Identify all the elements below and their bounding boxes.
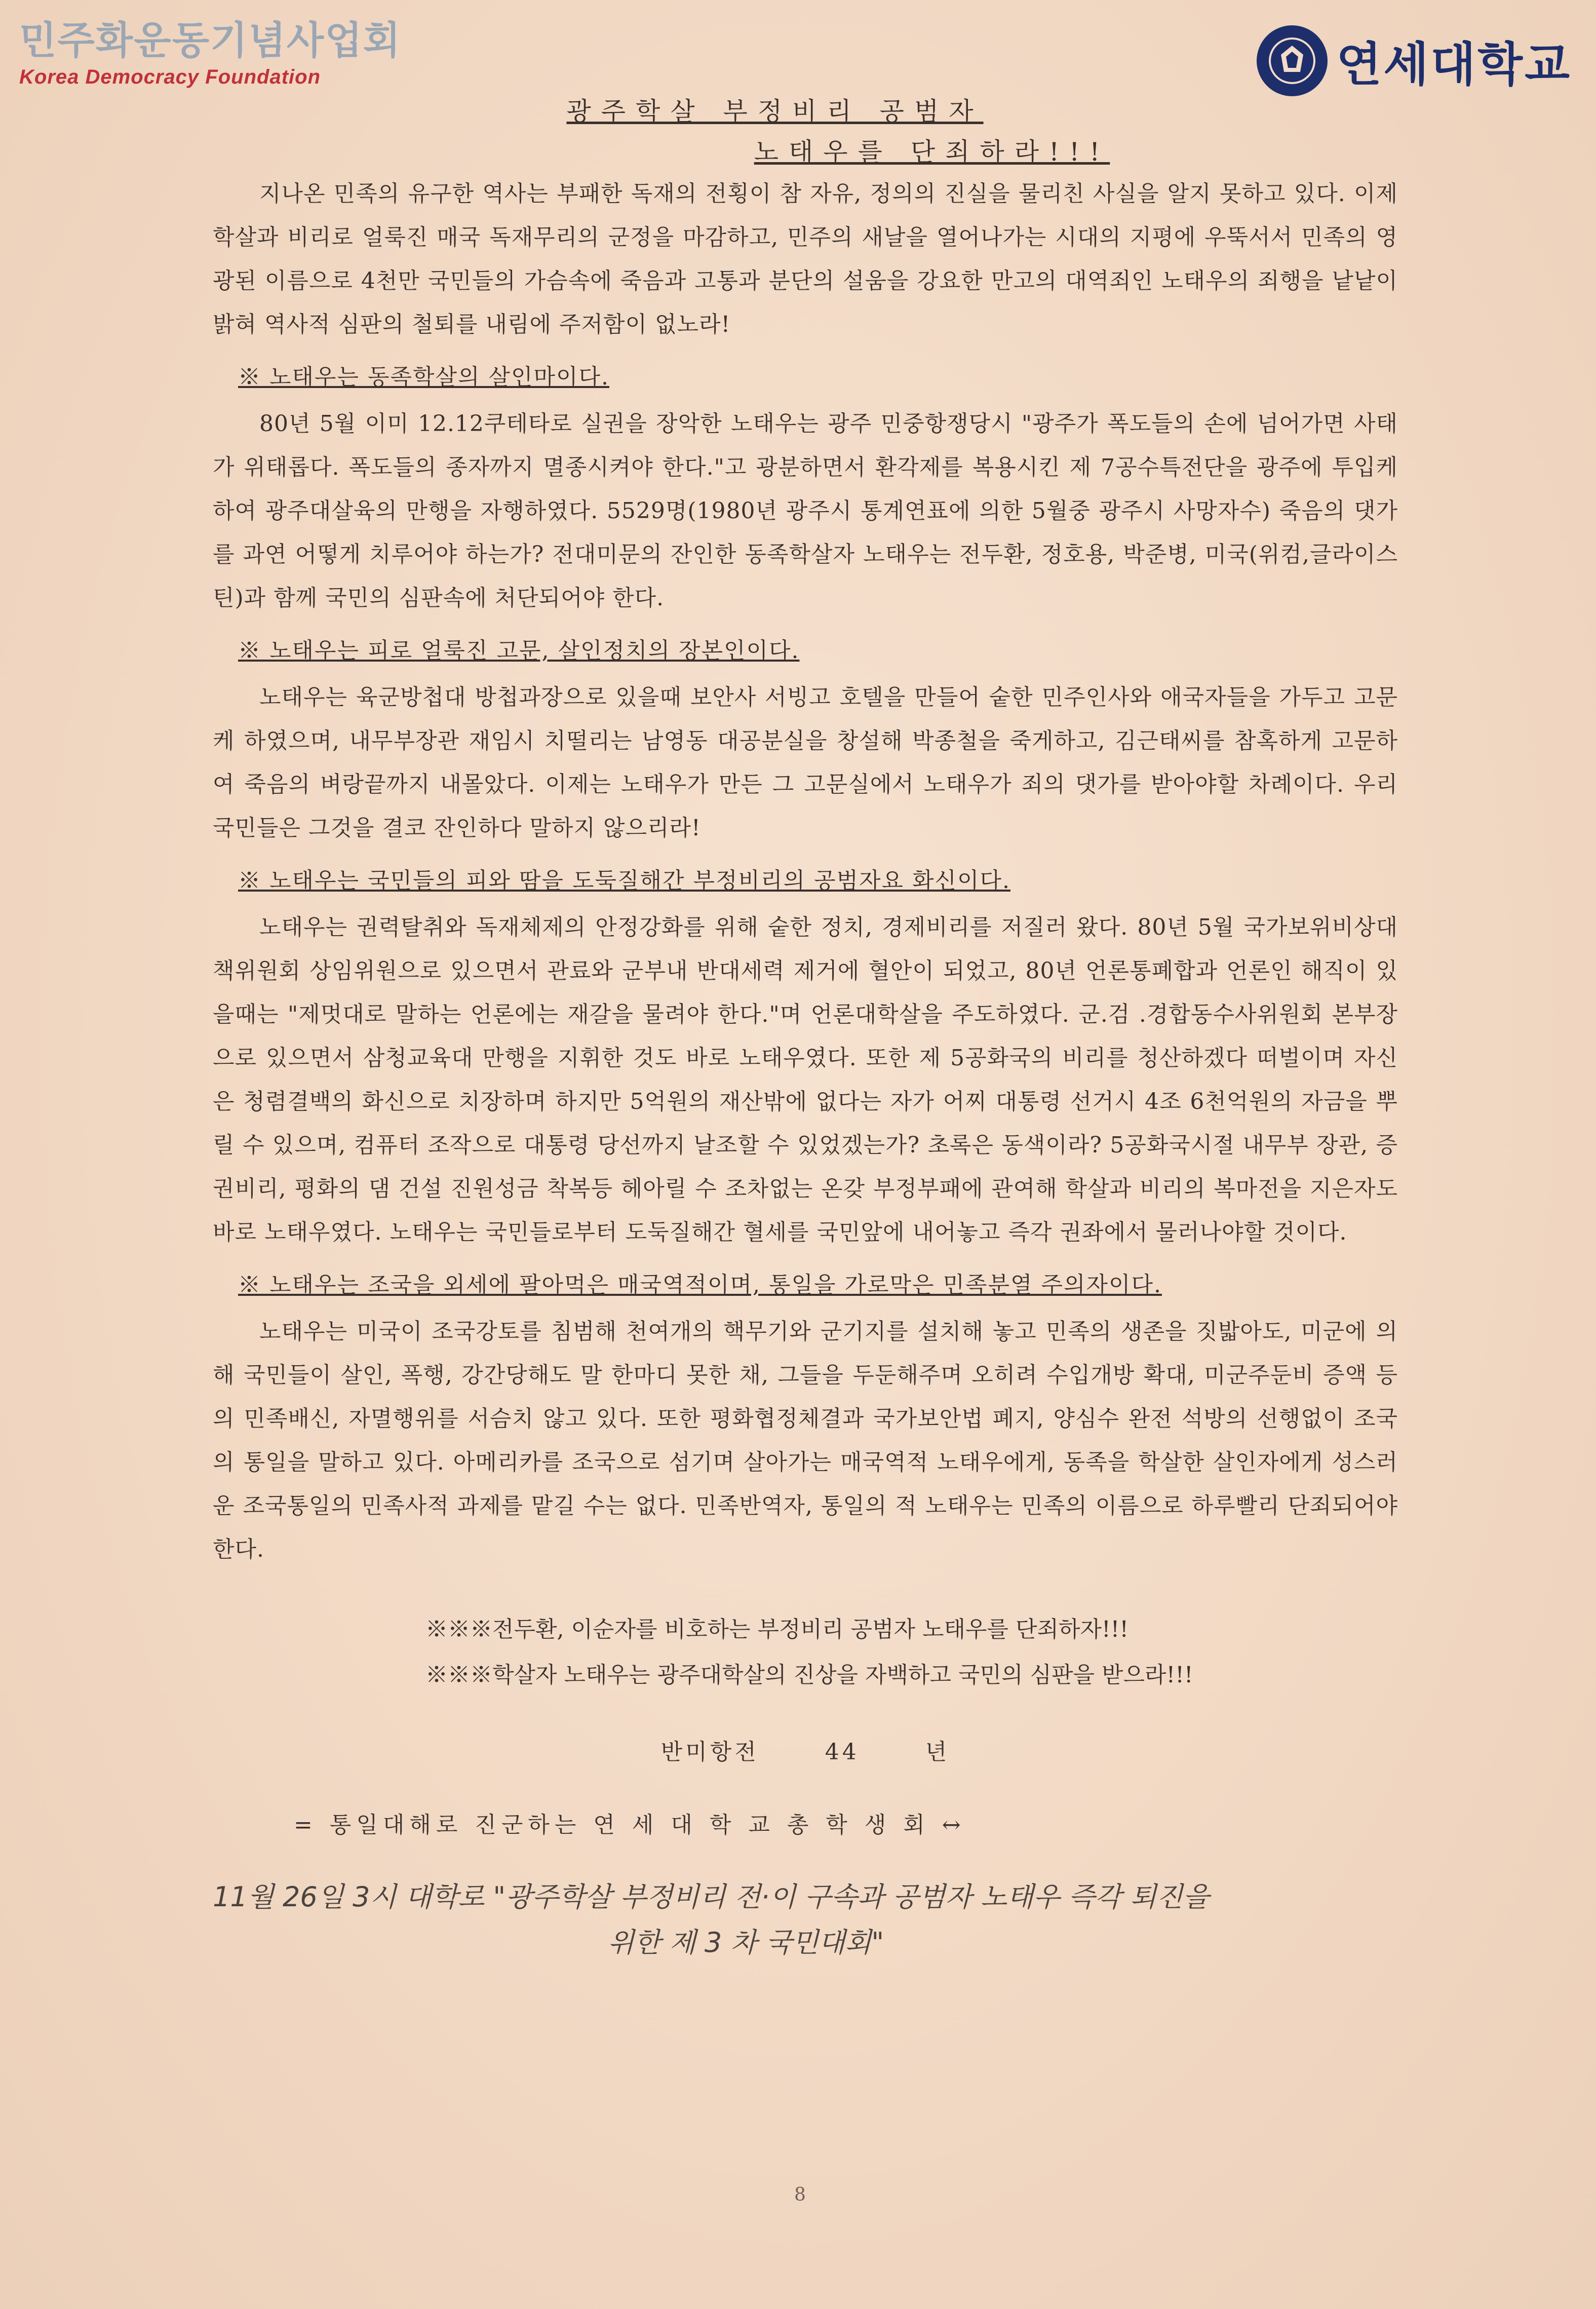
signature-line: = 통일대해로 진군하는 연 세 대 학 교 총 학 생 회 ↔ xyxy=(294,1812,966,1838)
closing-slogans xyxy=(213,1607,1398,1698)
yonsei-seal-icon xyxy=(1257,25,1328,96)
intro-paragraph: 지나온 민족의 유구한 역사는 부패한 독재의 전횡이 참 자유, 정의의 진실을 물리친 사실을 알지 못하고 있다. 이제 학살과 비리로 얼룩진 매국 독재무리의 군정을 마감하고, 민주의 새날을 열어나가는 시대의 지평에 우뚝서서 민족의 영광된 이름으로 4천만 국민들의 가슴속에 죽음과 고통과 분단의 설움을 강요한 만고의 대역죄인 노태우의 죄행을 낱낱이 밝혀 역사적 심판의 철퇴를 내림에 주저함이 없노라! xyxy=(213,181,1398,337)
leaflet xyxy=(213,91,1398,1966)
yonsei-watermark xyxy=(1257,25,1572,96)
section-2-body: 노태우는 육군방첩대 방첩과장으로 있을때 보안사 서빙고 호텔을 만들어 숱한 민주인사와 애국자들을 가두고 고문케 하였으며, 내무부장관 재임시 치떨리는 남영동 대공분실을 창설해 박종철을 죽게하고, 김근태씨를 참혹하게 고문하여 죽음의 벼랑끝까지 내몰았다. 이제는 노태우가 만든 그 고문실에서 노태우가 죄의 댓가를 받아야할 차례이다. 우리 국민들은 그것을 결코 잔인하다 말하지 않으리라! xyxy=(213,684,1398,841)
kdf-watermark xyxy=(19,20,401,89)
section-2-heading: ※ 노태우는 피로 얼룩진 고문, 살인정치의 장본인이다. xyxy=(238,638,800,664)
kdf-english-name: Korea Democracy Foundation xyxy=(19,65,321,88)
date-line: 반미항전 44 년 xyxy=(660,1739,950,1765)
slogan-1: ※※※전두환, 이순자를 비호하는 부정비리 공범자 노태우를 단죄하자!!! xyxy=(425,1617,1129,1642)
section-4-heading: ※ 노태우는 조국을 외세에 팔아먹은 매국역적이며, 통일을 가로막은 민족분열 주의자이다. xyxy=(238,1272,1162,1298)
yonsei-name: 연세대학교 xyxy=(1336,37,1572,92)
kdf-korean-name: 민주화운동기념사업회 xyxy=(19,18,402,63)
handwritten-line-2: 위한 제 3 차 국민대회" xyxy=(608,1927,884,1958)
slogan-2: ※※※학살자 노태우는 광주대학살의 진상을 자백하고 국민의 심판을 받으라!!! xyxy=(425,1662,1193,1688)
section-1-heading: ※ 노태우는 동족학살의 살인마이다. xyxy=(238,364,609,390)
section-1-body: 80년 5월 이미 12.12쿠테타로 실권을 장악한 노태우는 광주 민중항쟁당시 "광주가 폭도들의 손에 넘어가면 사태가 위태롭다. 폭도들의 종자까지 멸종시켜야 한다."고 광분하면서 환각제를 복용시킨 제 7공수특전단을 광주에 투입케하여 광주대살육의 만행을 자행하였다. 5529명(1980년 광주시 통계연표에 의한 5월중 광주시 사망자수) 죽음의 댓가를 과연 어떻게 치루어야 하는가? 전대미문의 잔인한 동족학살자 노태우는 전두환, 정호용, 박준병, 미국(위컴,글라이스틴)과 함께 국민의 심판속에 처단되어야 한다. xyxy=(213,411,1398,611)
document-title xyxy=(213,91,1398,172)
section-4-body: 노태우는 미국이 조국강토를 침범해 천여개의 핵무기와 군기지를 설치해 놓고 민족의 생존을 짓밟아도, 미군에 의해 국민들이 살인, 폭행, 강간당해도 말 한마디 못한 채, 그들을 두둔해주며 오히려 수입개방 확대, 미군주둔비 증액 등의 민족배신, 자멸행위를 서슴치 않고 있다. 또한 평화협정체결과 국가보안법 폐지, 양심수 완전 석방의 선행없이 조국의 통일을 말하고 있다. 아메리카를 조국으로 섬기며 살아가는 매국역적 노태우에게, 동족을 학살한 살인자에게 성스러운 조국통일의 민족사적 과제를 맡길 수는 없다. 민족반역자, 통일의 적 노태우는 민족의 이름으로 하루빨리 단죄되어야 한다. xyxy=(213,1319,1398,1562)
handwritten-note xyxy=(213,1874,1398,1966)
title-line-1: 광주학살 부정비리 공범자 xyxy=(566,97,984,126)
page-mark: 8 xyxy=(794,2184,806,2205)
handwritten-line-1: 11월 26일 3시 대학로 "광주학살 부정비리 전·이 구속과 공범자 노태우 즉각 퇴진을 xyxy=(213,1881,1210,1913)
section-3-heading: ※ 노태우는 국민들의 피와 땀을 도둑질해간 부정비리의 공범자요 화신이다. xyxy=(238,868,1010,894)
title-line-2: 노태우를 단죄하라!!! xyxy=(754,137,1110,167)
section-3-body: 노태우는 권력탈취와 독재체제의 안정강화를 위해 숱한 정치, 경제비리를 저질러 왔다. 80년 5월 국가보위비상대책위원회 상임위원으로 있으면서 관료와 군부내 반대세력 제거에 혈안이 되었고, 80년 언론통폐합과 언론인 해직이 있을때는 "제멋대로 말하는 언론에는 재갈을 물려야 한다."며 언론대학살을 주도하였다. 군.검 .경합동수사위원회 본부장으로 있으면서 삼청교육대 만행을 지휘한 것도 바로 노태우였다. 또한 제 5공화국의 비리를 청산하겠다 떠벌이며 자신은 청렴결백의 화신으로 치장하며 하지만 5억원의 재산밖에 없다는 자가 어찌 대통령 선거시 4조 6천억원의 자금을 뿌릴 수 있으며, 컴퓨터 조작으로 대통령 당선까지 날조할 수 있었겠는가? 초록은 동색이라? 5공화국시절 내무부 장관, 증권비리, 평화의 댐 건설 진원성금 착복등 헤아릴 수 조차없는 온갖 부정부패에 관여해 학살과 비리의 복마전을 지은자도 바로 노태우였다. 노태우는 국민들로부터 도둑질해간 혈세를 국민앞에 내어놓고 즉각 권좌에서 물러나야할 것이다. xyxy=(213,914,1398,1245)
